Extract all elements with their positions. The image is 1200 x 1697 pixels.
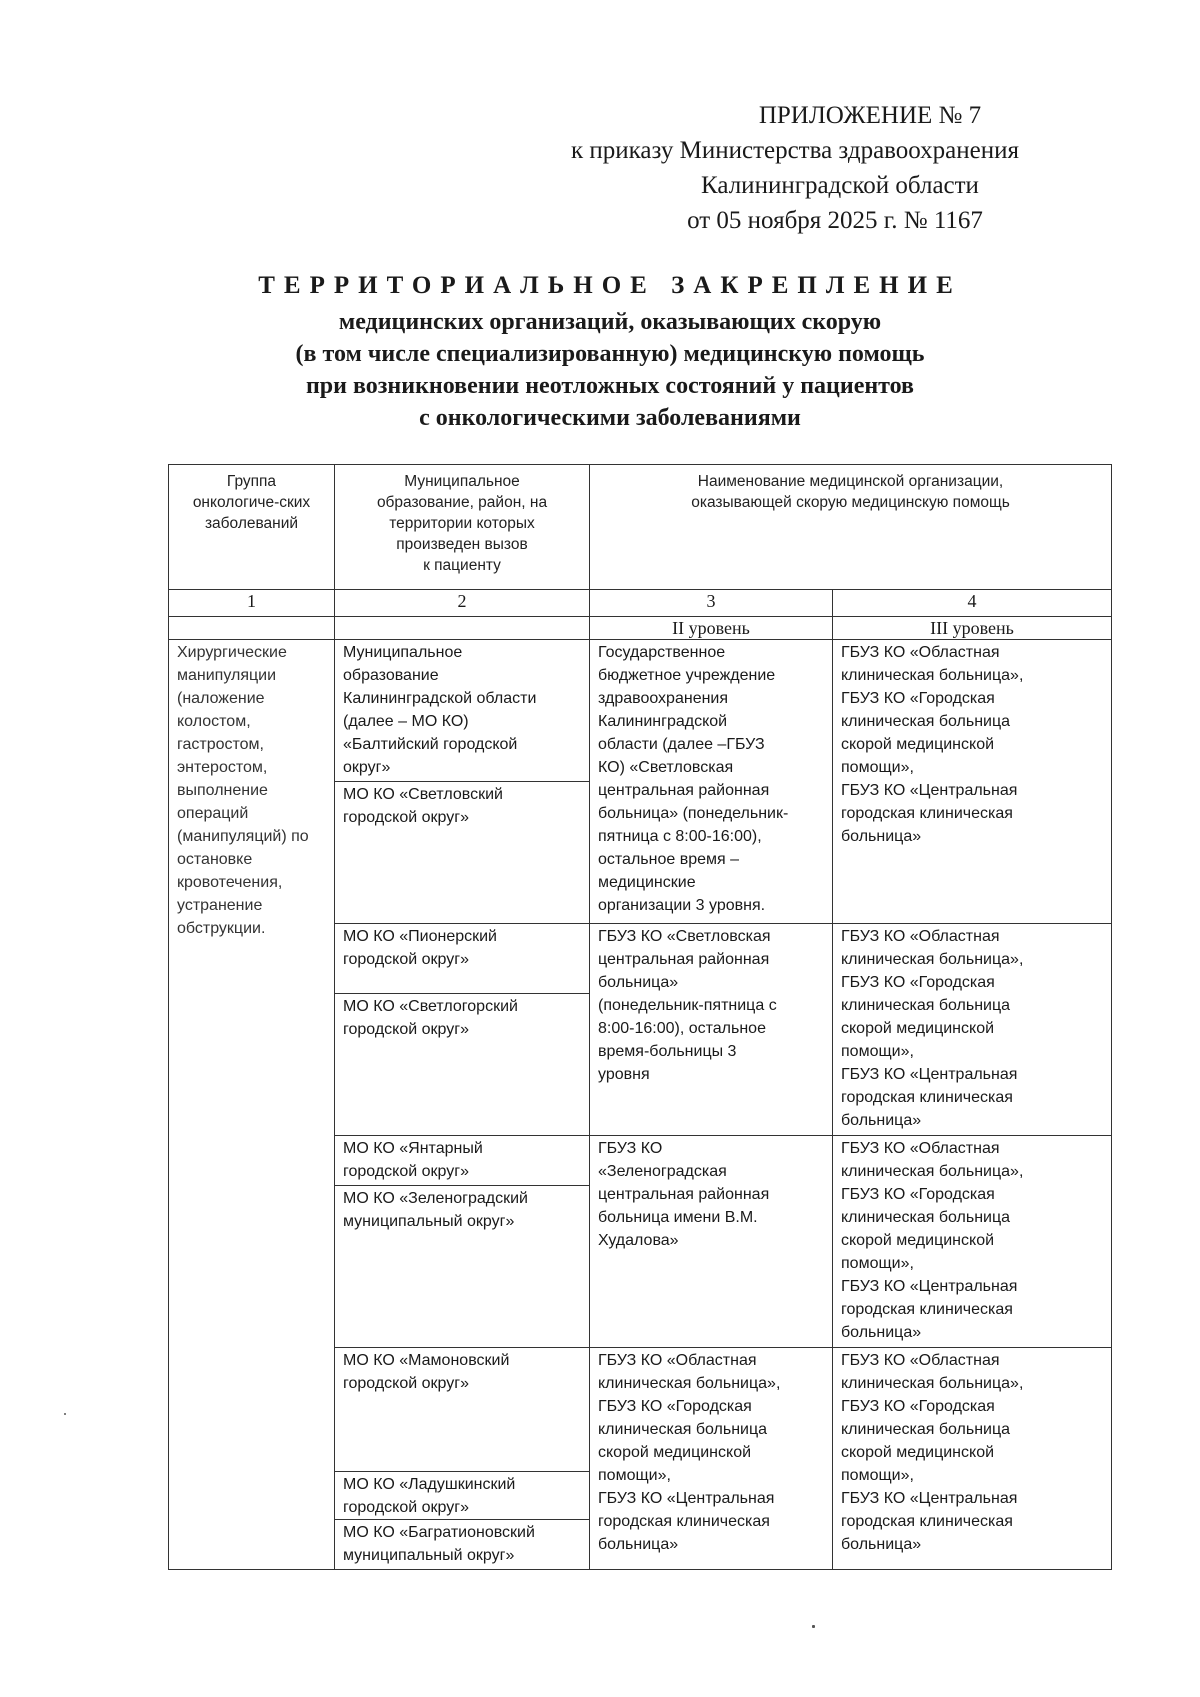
header-text: оказывающей скорую медицинскую помощь (691, 494, 1010, 511)
group-text: остановке (177, 851, 253, 868)
level-3-label: III уровень (833, 617, 1112, 640)
level-2-organization (590, 1348, 833, 1570)
organization-text: Худалова» (598, 1232, 679, 1249)
organization-text: остальное время – (598, 851, 739, 868)
municipality-text: МО КО «Янтарный (343, 1140, 483, 1157)
column-number: 2 (335, 590, 590, 617)
organization-text: области (далее –ГБУЗ (598, 736, 765, 753)
organization-text: помощи», (841, 759, 914, 776)
organization-text: медицинские (598, 874, 696, 891)
organization-text: ГБУЗ КО «Светловская (598, 928, 771, 945)
organization-text: больница» (841, 828, 922, 845)
municipality-cell (335, 1348, 590, 1472)
organization-text: клиническая больница (841, 713, 1011, 730)
organization-text: здравоохранения (598, 690, 729, 707)
organization-text: уровня (598, 1066, 650, 1083)
heading-line-4: с онкологическими заболеваниями (419, 405, 801, 431)
header-text: заболеваний (204, 515, 299, 532)
municipality-text: МО КО «Светловский (343, 786, 503, 803)
organization-text: городская клиническая (841, 1301, 1013, 1318)
appendix-order: к приказу Министерства здравоохранения (570, 137, 1020, 164)
organization-text: ГБУЗ КО «Областная (598, 1352, 757, 1369)
group-text: (манипуляций) по (177, 828, 309, 845)
organization-text: больница» (598, 1536, 679, 1553)
municipality-text: округ» (343, 759, 391, 776)
organization-text: клиническая больница», (841, 1163, 1024, 1180)
level-3-organization (833, 924, 1112, 1136)
organization-text: клиническая больница», (841, 667, 1024, 684)
document-title: ТЕРРИТОРИАЛЬНОЕ ЗАКРЕПЛЕНИЕ (258, 272, 962, 299)
organization-text: ГБУЗ КО «Центральная (598, 1490, 775, 1507)
municipality-text: муниципальный округ» (343, 1547, 515, 1564)
organization-text: ГБУЗ КО «Центральная (841, 1490, 1018, 1507)
organization-text: центральная районная (598, 1186, 770, 1203)
organization-text: больница» (841, 1324, 922, 1341)
organization-text: ГБУЗ КО «Городская (841, 1186, 995, 1203)
organization-text: скорой медицинской (841, 1444, 995, 1461)
municipality-text: образование (343, 667, 439, 684)
scan-speck (812, 1625, 815, 1628)
header-organization (590, 465, 1112, 590)
header-group (169, 465, 335, 590)
municipality-cell (335, 1136, 590, 1186)
municipality-cell (335, 1472, 590, 1520)
level-3-organization (833, 640, 1112, 924)
table-row (169, 640, 1112, 782)
organization-text: больница» (понедельник- (598, 805, 789, 822)
municipality-text: муниципальный округ» (343, 1213, 515, 1230)
municipality-text: «Балтийский городской (343, 736, 518, 753)
municipality-cell (335, 1186, 590, 1348)
header-text: территории которых (389, 515, 535, 532)
level-2-organization (590, 1136, 833, 1348)
assignment-table (168, 464, 1112, 1570)
organization-text: городская клиническая (841, 1089, 1013, 1106)
group-text: обструкции. (177, 920, 266, 937)
organization-text: центральная районная (598, 951, 770, 968)
organization-text: клиническая больница (841, 1209, 1011, 1226)
group-text: операций (177, 805, 249, 822)
organization-text: ГБУЗ КО (598, 1140, 663, 1157)
group-text: устранение (177, 897, 263, 914)
organization-text: КО) «Светловская (598, 759, 734, 776)
header-text: Наименование медицинской организации, (697, 473, 1004, 490)
organization-text: скорой медицинской (841, 1232, 995, 1249)
organization-text: ГБУЗ КО «Центральная (841, 782, 1018, 799)
municipality-text: городской округ» (343, 1499, 469, 1516)
organization-text: ГБУЗ КО «Центральная (841, 1066, 1018, 1083)
header-text: к пациенту (423, 557, 501, 574)
municipality-text: МО КО «Мамоновский (343, 1352, 510, 1369)
organization-text: 8:00-16:00), остальное (598, 1020, 766, 1037)
organization-text: ГБУЗ КО «Городская (841, 690, 995, 707)
header-text: онкологиче-ских (192, 494, 311, 511)
organization-text: городская клиническая (841, 1513, 1013, 1530)
oncology-group-cell (169, 640, 335, 1570)
header-text: произведен вызов (396, 536, 528, 553)
group-text: гастростом, (177, 736, 264, 753)
municipality-text: МО КО «Зеленоградский (343, 1190, 528, 1207)
organization-text: клиническая больница», (841, 1375, 1024, 1392)
municipality-text: (далее – МО КО) (343, 713, 469, 730)
organization-text: помощи», (841, 1043, 914, 1060)
heading-line-2: (в том числе специализированную) медицинскую помощь (295, 341, 925, 367)
organization-text: помощи», (841, 1255, 914, 1272)
municipality-text: МО КО «Пионерский (343, 928, 497, 945)
organization-text: больница имени В.М. (598, 1209, 758, 1226)
appendix-region: Калининградской области (701, 172, 979, 199)
organization-text: Государственное (598, 644, 726, 661)
group-text: колостом, (177, 713, 251, 730)
municipality-text: городской округ» (343, 1021, 469, 1038)
group-text: энтеростом, (177, 759, 268, 776)
organization-text: клиническая больница», (841, 951, 1024, 968)
appendix-number: ПРИЛОЖЕНИЕ № 7 (758, 102, 982, 129)
organization-text: городская клиническая (841, 805, 1013, 822)
municipality-text: Калининградской области (343, 690, 537, 707)
organization-text: скорой медицинской (841, 736, 995, 753)
organization-text: скорой медицинской (598, 1444, 752, 1461)
organization-text: (понедельник-пятница с (598, 997, 777, 1014)
header-text: Группа (226, 473, 277, 490)
levels-empty (169, 617, 335, 640)
heading-line-1: медицинских организаций, оказывающих скорую (338, 309, 882, 335)
organization-text: ГБУЗ КО «Областная (841, 644, 1000, 661)
municipality-text: МО КО «Багратионовский (343, 1524, 535, 1541)
municipality-cell (335, 994, 590, 1136)
organization-text: пятница с 8:00-16:00), (598, 828, 762, 845)
organization-text: помощи», (841, 1467, 914, 1484)
organization-text: «Зеленоградская (598, 1163, 727, 1180)
organization-text: ГБУЗ КО «Центральная (841, 1278, 1018, 1295)
organization-text: время-больницы 3 (598, 1043, 737, 1060)
organization-text: ГБУЗ КО «Областная (841, 1352, 1000, 1369)
organization-text: ГБУЗ КО «Областная (841, 928, 1000, 945)
municipality-cell (335, 1520, 590, 1570)
level-3-organization (833, 1136, 1112, 1348)
municipality-cell (335, 924, 590, 994)
organization-text: ГБУЗ КО «Городская (841, 974, 995, 991)
group-text: манипуляции (177, 667, 277, 684)
municipality-text: МО КО «Светлогорский (343, 998, 518, 1015)
level-3-organization (833, 1348, 1112, 1570)
column-numbers-row (169, 590, 1112, 617)
column-number: 1 (169, 590, 335, 617)
organization-text: ГБУЗ КО «Городская (598, 1398, 752, 1415)
heading-line-3: при возникновении неотложных состояний у пациентов (305, 373, 915, 399)
municipality-text: городской округ» (343, 1163, 469, 1180)
group-text: выполнение (177, 782, 268, 799)
document-heading (170, 270, 1050, 434)
organization-text: скорой медицинской (841, 1020, 995, 1037)
municipality-text: городской округ» (343, 809, 469, 826)
group-text: Хирургические (177, 644, 287, 661)
organization-text: организации 3 уровня. (598, 897, 766, 914)
scan-speck (64, 1413, 66, 1415)
organization-text: бюджетное учреждение (598, 667, 776, 684)
appendix-date: от 05 ноября 2025 г. № 1167 (687, 207, 983, 234)
municipality-text: МО КО «Ладушкинский (343, 1476, 516, 1493)
municipality-cell (335, 782, 590, 924)
organization-text: больница» (841, 1112, 922, 1129)
municipality-text: городской округ» (343, 1375, 469, 1392)
organization-text: клиническая больница (841, 1421, 1011, 1438)
table-header-row (169, 465, 1112, 590)
municipality-text: Муниципальное (343, 644, 463, 661)
organization-text: клиническая больница», (598, 1375, 781, 1392)
level-2-organization (590, 640, 833, 924)
organization-text: помощи», (598, 1467, 671, 1484)
organization-text: больница» (841, 1536, 922, 1553)
organization-text: центральная районная (598, 782, 770, 799)
levels-row (169, 617, 1112, 640)
organization-text: клиническая больница (598, 1421, 768, 1438)
organization-text: городская клиническая (598, 1513, 770, 1530)
municipality-text: городской округ» (343, 951, 469, 968)
level-2-organization (590, 924, 833, 1136)
levels-empty (335, 617, 590, 640)
appendix-block (560, 98, 1030, 238)
header-text: Муниципальное (404, 473, 520, 490)
organization-text: больница» (598, 974, 679, 991)
group-text: кровотечения, (177, 874, 283, 891)
column-number: 4 (833, 590, 1112, 617)
organization-text: Калининградской (598, 713, 728, 730)
level-2-label: II уровень (590, 617, 833, 640)
municipality-cell (335, 640, 590, 782)
header-municipality (335, 465, 590, 590)
column-number: 3 (590, 590, 833, 617)
group-text: (наложение (177, 690, 265, 707)
organization-text: клиническая больница (841, 997, 1011, 1014)
header-text: образование, район, на (376, 494, 548, 511)
organization-text: ГБУЗ КО «Городская (841, 1398, 995, 1415)
organization-text: ГБУЗ КО «Областная (841, 1140, 1000, 1157)
